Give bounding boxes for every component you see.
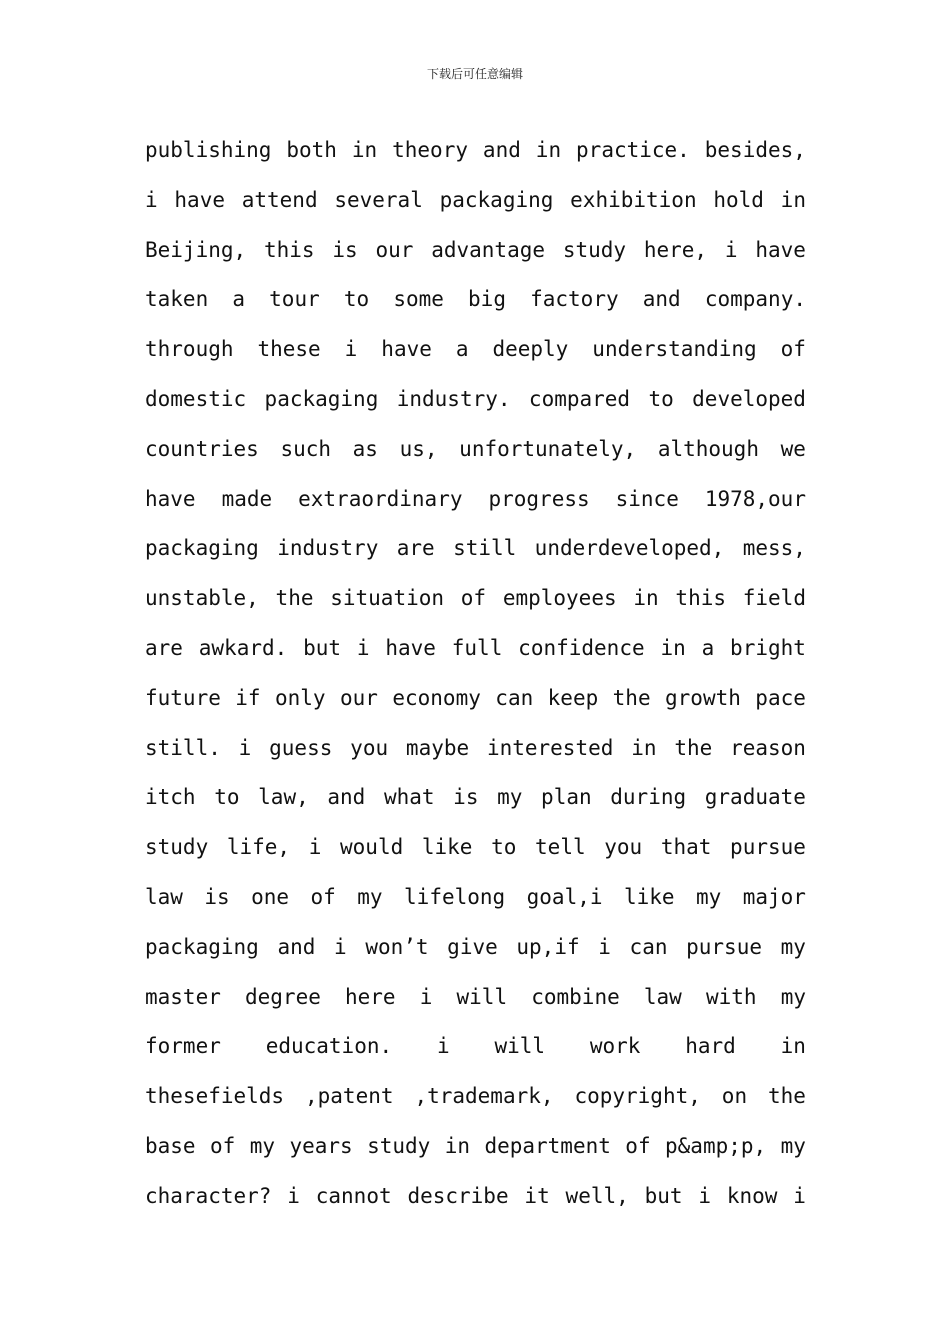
- text-line: unstable, the situation of employees in this field: [145, 586, 806, 611]
- text-line: countries such as us, unfortunately, although we: [145, 436, 806, 461]
- text-line: former education. i will work hard in: [145, 1034, 806, 1059]
- text-line: study life, i would like to tell you that pursue: [145, 835, 806, 860]
- text-line: packaging and i won’t give up,if i can pursue my: [145, 934, 806, 959]
- text-line: i have attend several packaging exhibition hold in: [145, 187, 806, 212]
- text-line: master degree here i will combine law with my: [145, 984, 806, 1009]
- text-line: are awkard. but i have full confidence in a bright: [145, 635, 806, 660]
- text-line: domestic packaging industry. compared to developed: [145, 386, 806, 411]
- text-line: publishing both in theory and in practice. besides,: [145, 138, 806, 162]
- text-line: base of my years study in department of p&amp;p, my: [145, 1133, 806, 1158]
- text-line: future if only our economy can keep the growth pace: [145, 685, 806, 710]
- body-text: [145, 133, 806, 1229]
- text-line: thesefields ,patent ,trademark, copyright, on the: [145, 1084, 806, 1109]
- text-line: still. i guess you maybe interested in the reason: [145, 735, 806, 760]
- page-header: 下载后可任意编辑: [426, 67, 523, 81]
- text-line: through these i have a deeply understanding of: [145, 337, 806, 362]
- text-line: Beijing, this is our advantage study here, i have: [145, 237, 806, 262]
- text-line: itch to law, and what is my plan during graduate: [145, 785, 806, 810]
- text-line: taken a tour to some big factory and company.: [145, 287, 806, 312]
- text-line: law is one of my lifelong goal,i like my major: [145, 884, 806, 909]
- text-line: character? i cannot describe it well, but i know i: [145, 1183, 806, 1208]
- text-line: packaging industry are still underdeveloped, mess,: [145, 536, 806, 561]
- text-line: have made extraordinary progress since 1978,our: [145, 486, 806, 511]
